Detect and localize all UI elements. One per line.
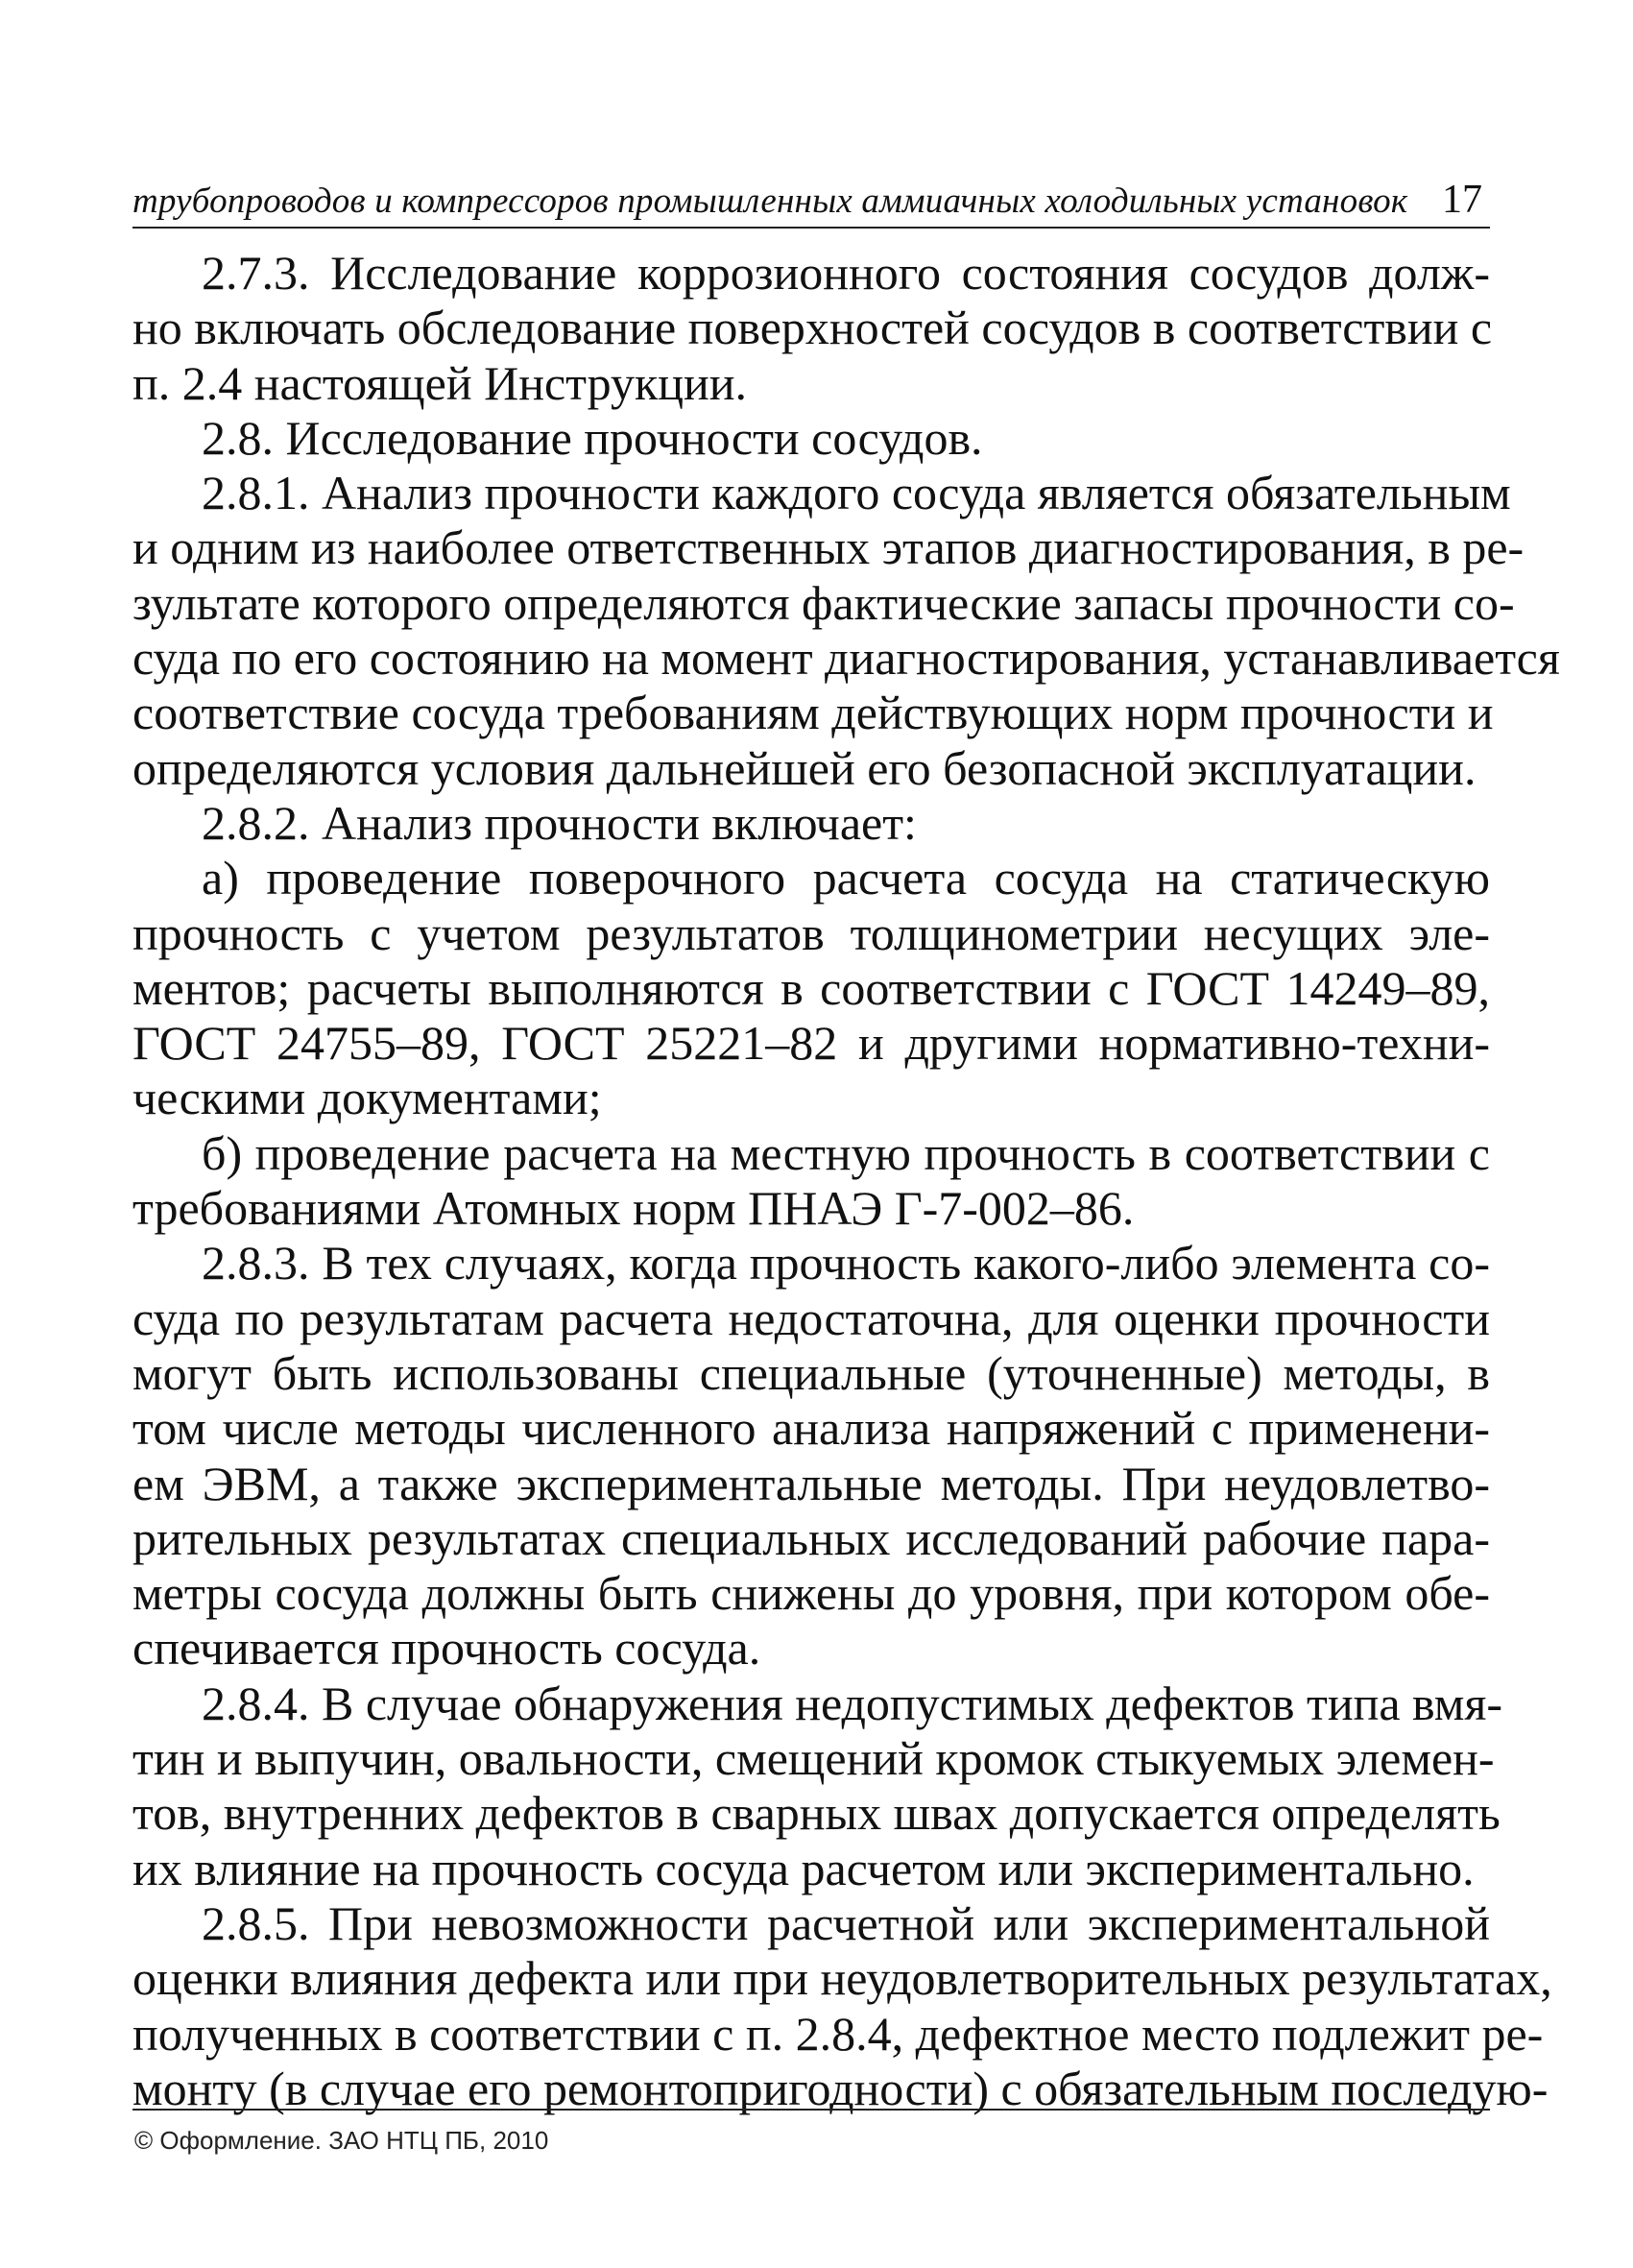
paragraph-2-8-4 xyxy=(132,1676,1503,1896)
footer-copyright: © Оформление. ЗАО НТЦ ПБ, 2010 xyxy=(134,2126,549,2155)
text-line: зультате которого определяются фактические запасы прочности со- xyxy=(132,575,1515,630)
text-line: суда по его состоянию на момент диагностирования, устанавливается xyxy=(132,631,1560,686)
paragraph-2-8-3 xyxy=(132,1236,1490,1676)
text-line: 2.8.1. Анализ прочности каждого сосуда является обязательным xyxy=(202,466,1511,520)
text-line: ческими документами; xyxy=(132,1071,602,1125)
text-line: полученных в соответствии с п. 2.8.4, дефектное место подлежит ре- xyxy=(132,2006,1544,2061)
text-line: определяются условия дальнейшей его безопасной эксплуатации. xyxy=(132,740,1477,795)
text-line: том числе методы численного анализа напряжений с применени- xyxy=(132,1401,1490,1456)
text-line: метры сосуда должны быть снижены до уровня, при котором обе- xyxy=(132,1566,1490,1621)
text-line: 2.7.3. Исследование коррозионного состояния сосудов долж- xyxy=(202,246,1490,300)
text-line: ем ЭВМ, а также экспериментальные методы. При неудовлетво- xyxy=(132,1456,1490,1510)
running-header xyxy=(132,171,1490,229)
text-line: 2.8.3. В тех случаях, когда прочность какого-либо элемента со- xyxy=(202,1236,1490,1291)
paragraph-2-7-3 xyxy=(132,246,1493,411)
text-line: монту (в случае его ремонтопригодности) с обязательным последую- xyxy=(132,2061,1549,2115)
text-line: а) проведение поверочного расчета сосуда на статическую xyxy=(202,851,1490,905)
footer-divider xyxy=(132,2109,1490,2111)
text-line: б) проведение расчета на местную прочность в соответствии с xyxy=(202,1125,1490,1180)
text-line: спечивается прочность сосуда. xyxy=(132,1621,761,1676)
text-line: соответствие сосуда требованиям действующих норм прочности и xyxy=(132,686,1494,740)
text-line: тин и выпучин, овальности, смещений кромок стыкуемых элемен- xyxy=(132,1731,1495,1786)
page-number: 17 xyxy=(1442,178,1482,222)
header-title: трубопроводов и компрессоров промышленных аммиачных холодильных установок xyxy=(132,181,1408,221)
text-line: прочность с учетом результатов толщинометрии несущих эле- xyxy=(132,905,1490,960)
paragraph-2-8-5 xyxy=(132,1895,1552,2116)
page-body xyxy=(132,246,1560,2116)
text-line: ГОСТ 24755–89, ГОСТ 25221–82 и другими нормативно-техни- xyxy=(132,1016,1490,1071)
list-item-a xyxy=(132,851,1490,1125)
text-line: 2.8.4. В случае обнаружения недопустимых дефектов типа вмя- xyxy=(202,1676,1503,1730)
text-line: могут быть использованы специальные (уточненные) методы, в xyxy=(132,1345,1490,1400)
text-line: требованиями Атомных норм ПНАЭ Г-7-002–86. xyxy=(132,1181,1135,1236)
text-line: тов, внутренних дефектов в сварных швах допускается определять xyxy=(132,1786,1501,1841)
paragraph-2-8-1 xyxy=(132,466,1560,796)
text-line: п. 2.4 настоящей Инструкции. xyxy=(132,355,748,410)
paragraph-2-8 xyxy=(132,411,1490,466)
text-line: 2.8.5. При невозможности расчетной или экспериментальной xyxy=(202,1895,1490,1950)
text-line: оценки влияния дефекта или при неудовлетворительных результатах, xyxy=(132,1951,1552,2006)
text-line: суда по результатам расчета недостаточна, для оценки прочности xyxy=(132,1291,1490,1345)
text-line: их влияние на прочность сосуда расчетом или экспериментально. xyxy=(132,1841,1475,1895)
text-line: но включать обследование поверхностей сосудов в соответствии с xyxy=(132,301,1493,355)
list-item-b xyxy=(132,1126,1490,1237)
text-line: рительных результатах специальных исследований рабочие пара- xyxy=(132,1510,1490,1565)
text-line: ментов; расчеты выполняются в соответствии с ГОСТ 14249–89, xyxy=(132,960,1490,1015)
text-line: 2.8. Исследование прочности сосудов. xyxy=(202,410,983,465)
text-line: 2.8.2. Анализ прочности включает: xyxy=(202,795,917,850)
text-line: и одним из наиболее ответственных этапов диагностирования, в ре- xyxy=(132,520,1525,575)
paragraph-2-8-2 xyxy=(132,796,1490,851)
